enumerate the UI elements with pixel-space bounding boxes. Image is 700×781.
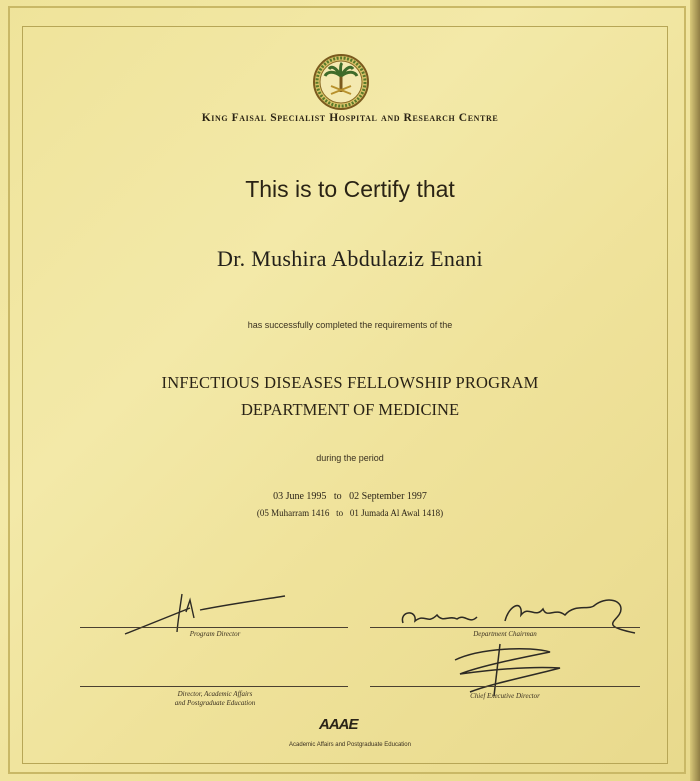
- academic-director-line: [80, 686, 348, 687]
- academic-director-label-line2: and Postgraduate Education: [174, 699, 256, 707]
- hijri-period: (05 Muharram 1416 to 01 Jumada Al Awal 1418): [256, 508, 444, 518]
- chief-executive-line: [370, 686, 640, 687]
- academic-director-label-line1: Director, Academic Affairs: [177, 690, 253, 698]
- department-title: DEPARTMENT OF MEDICINE: [240, 400, 460, 419]
- institution-name: King Faisal Specialist Hospital and Research Centre: [201, 112, 499, 124]
- program-title: INFECTIOUS DISEASES FELLOWSHIP PROGRAM: [161, 373, 539, 392]
- footer-caption: Academic Affairs and Postgraduate Education: [289, 742, 411, 748]
- inner-border: [22, 26, 668, 764]
- aaae-logo: AAAE: [319, 716, 358, 733]
- department-chairman-line: [370, 627, 640, 628]
- program-director-label: Program Director: [189, 630, 241, 638]
- recipient-name: Dr. Mushira Abdulaziz Enani: [217, 246, 483, 271]
- program-director-line: [80, 627, 348, 628]
- department-chairman-label: Department Chairman: [473, 630, 537, 638]
- completion-text: has successfully completed the requirements of the: [247, 320, 453, 330]
- palm-tree-seal-icon: [309, 52, 373, 112]
- period-label: during the period: [316, 453, 384, 463]
- gregorian-period: 03 June 1995 to 02 September 1997: [273, 491, 427, 502]
- chief-executive-signature: [440, 640, 570, 700]
- chief-executive-label: Chief Executive Director: [470, 692, 540, 700]
- certificate-heading: This is to Certify that: [245, 176, 455, 202]
